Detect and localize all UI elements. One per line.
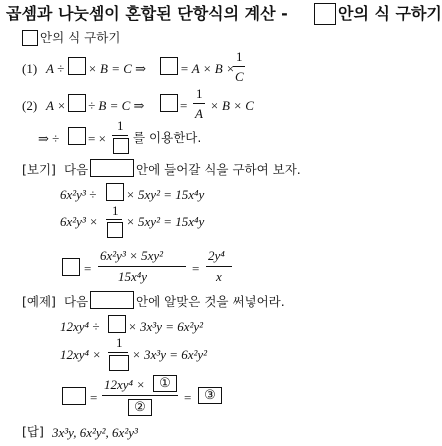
rule2-frac-bar xyxy=(193,103,205,104)
example-line2-b: × 5xy² = 15x⁴y xyxy=(126,214,205,229)
example-line2-frac-num: 1 xyxy=(112,203,119,218)
rule2-rhs-tail: × B × C xyxy=(210,98,254,113)
exercise-line1-b: × 3x³y = 6x²y² xyxy=(128,319,204,334)
rule2-blank xyxy=(68,94,86,112)
exercise-line2-a: 12xy⁴ × xyxy=(60,347,102,362)
rule1-frac-den: C xyxy=(235,69,244,84)
exercise-line2-b: × 3x³y = 6x²y² xyxy=(132,347,208,362)
rule3-frac-bar xyxy=(112,135,128,136)
answer-tag: [답] xyxy=(22,424,44,439)
rule2-number: (2) xyxy=(22,98,38,113)
example-line1-b: × 5xy² = 15x⁴y xyxy=(126,187,205,202)
exercise-line3-bar xyxy=(102,395,178,396)
rule1-lhs-b: × B = C ⇒ xyxy=(88,61,147,76)
exercise-prompt-b: 안에 알맞은 것을 써넣어라. xyxy=(136,294,285,309)
exercise-blank-1: ① xyxy=(153,375,177,392)
title-suffix: 안의 식 구하기 xyxy=(338,4,442,23)
rule2-lhs-b: ÷ B = C ⇒ xyxy=(88,98,145,113)
example-line2-frac-den-box xyxy=(107,222,123,238)
example-line3-num: 6x²y³ × 5xy² xyxy=(100,248,164,263)
rule1-frac-num: 1 xyxy=(236,49,243,64)
rule1-blank-result xyxy=(160,57,178,75)
exercise-line3-blank xyxy=(62,387,86,405)
example-tag: [보기] xyxy=(22,162,56,177)
subtitle-blank-box xyxy=(22,30,38,46)
rule1-frac-bar xyxy=(233,66,245,67)
title-blank-box xyxy=(314,3,336,25)
exercise-line3-num: 12xy⁴ × xyxy=(104,377,146,392)
exercise-prompt-box xyxy=(90,291,134,309)
rule2-frac-num: 1 xyxy=(196,86,203,101)
exercise-line2-frac-num: 1 xyxy=(116,335,123,350)
rule3-eq: = × xyxy=(88,131,106,146)
exercise-blank-3: ③ xyxy=(198,387,222,404)
example-line3-rden: x xyxy=(216,269,222,284)
rule1-blank xyxy=(68,57,86,75)
exercise-blank-2: ② xyxy=(128,399,152,416)
exercise-line2-frac-den-box xyxy=(109,355,129,371)
title-text: 곱셈과 나눗셈이 혼합된 단항식의 계산 - xyxy=(6,4,288,23)
rule3-blank xyxy=(68,127,86,145)
rule1-lhs-a: A ÷ xyxy=(46,61,65,76)
example-line1-a: 6x²y³ ÷ xyxy=(60,187,97,202)
rule2-rhs-eq: = xyxy=(180,98,188,113)
exercise-prompt-a: 다음 xyxy=(64,294,89,309)
rule3-frac-den-box xyxy=(113,138,129,154)
example-prompt-b: 안에 들어갈 식을 구하여 보자. xyxy=(136,162,301,177)
example-line2-a: 6x²y³ × xyxy=(60,214,98,229)
rule2-blank-result xyxy=(160,94,178,112)
exercise-line3-eq2: = xyxy=(184,390,192,405)
exercise-tag: [예제] xyxy=(22,294,56,309)
rule1-rhs: = A × B × xyxy=(180,61,235,76)
example-prompt-box xyxy=(90,159,134,177)
rule3-arrow: ⇒ ÷ xyxy=(38,131,60,146)
exercise-line1-blank xyxy=(108,315,126,333)
example-line3-eq: = xyxy=(84,261,92,276)
rule2-frac-den: A xyxy=(195,106,203,121)
example-line3-rbar xyxy=(206,266,232,267)
exercise-line1-a: 12xy⁴ ÷ xyxy=(60,319,100,334)
rule1-number: (1) xyxy=(22,61,38,76)
example-prompt-a: 다음 xyxy=(64,162,89,177)
rule3-tail: 를 이용한다. xyxy=(133,130,202,145)
example-line1-blank xyxy=(106,183,124,201)
example-line3-den: 15x⁴y xyxy=(118,269,148,284)
example-line3-rnum: 2y⁴ xyxy=(208,248,225,263)
exercise-line2-frac-bar xyxy=(108,352,128,353)
subtitle-text: 안의 식 구하기 xyxy=(40,30,121,45)
page-title xyxy=(6,6,288,22)
rule2-lhs-a: A × xyxy=(46,98,66,113)
example-line3-bar xyxy=(98,266,186,267)
example-line3-blank xyxy=(62,258,80,276)
answer-text: 3x³y, 6x²y², 6x²y³ xyxy=(52,425,138,440)
rule3-frac-num: 1 xyxy=(117,118,124,133)
example-line2-frac-bar xyxy=(106,219,122,220)
exercise-line3-eq: = xyxy=(90,390,98,405)
example-line3-eq2: = xyxy=(192,261,200,276)
